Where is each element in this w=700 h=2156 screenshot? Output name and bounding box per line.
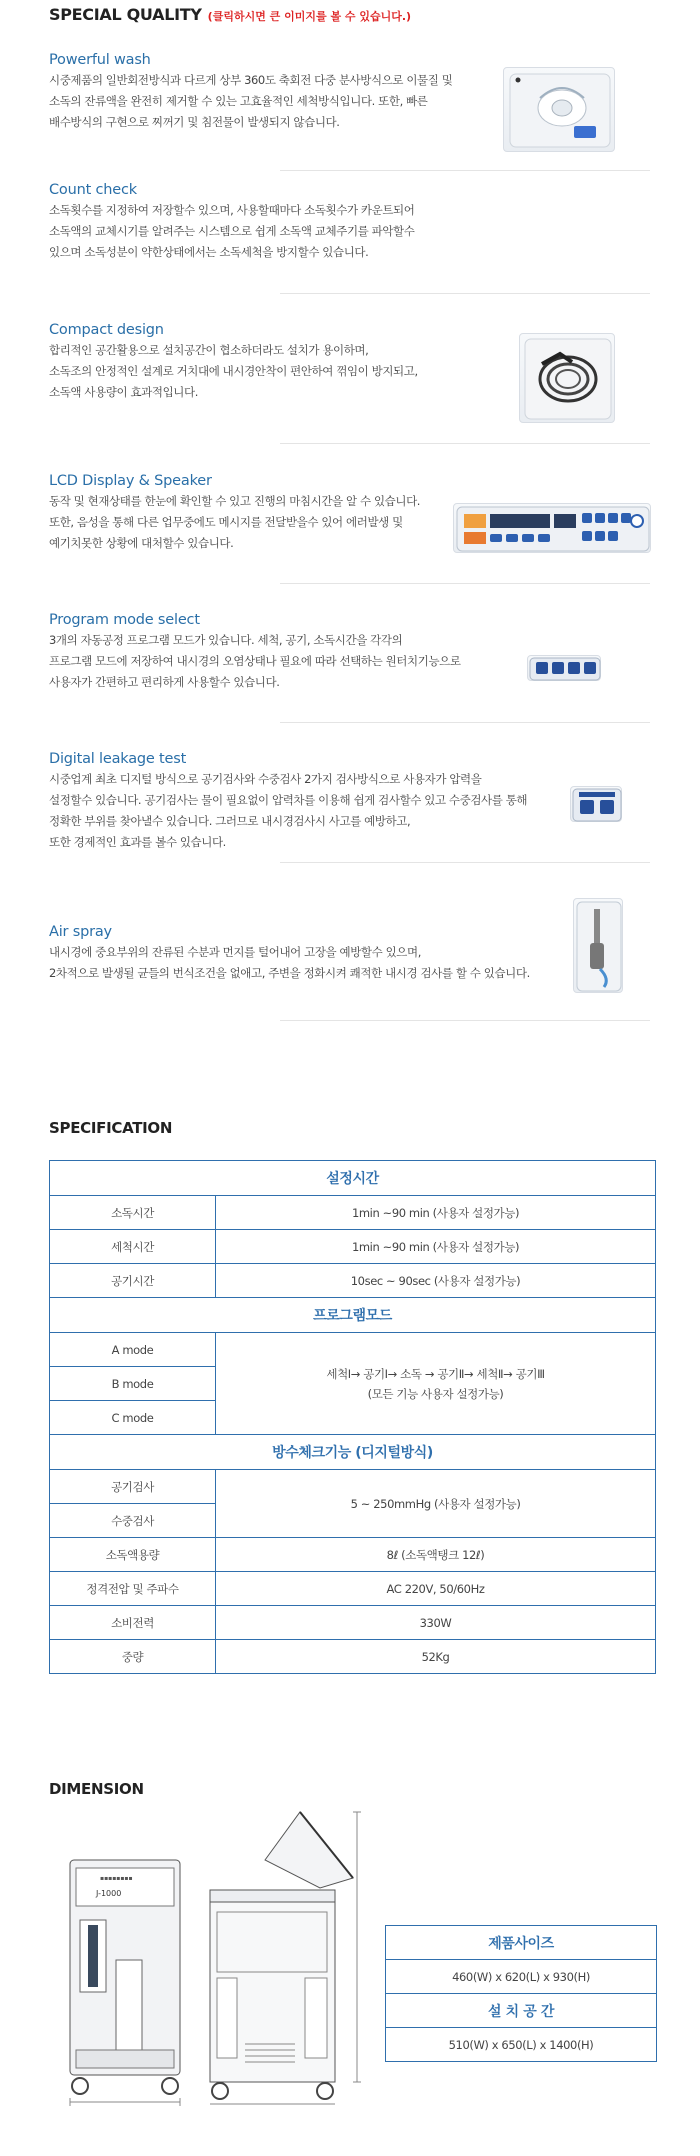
feature-line: 소독액 사용량이 효과적입니다. <box>49 385 198 399</box>
feature-leakage-test <box>49 751 527 853</box>
feature-line: 소독액의 교체시기를 알려주는 시스템으로 쉽게 소독액 교체주기를 파악할수 <box>49 224 415 238</box>
control-panel-icon <box>454 504 652 554</box>
feature-divider <box>280 443 650 444</box>
specification-title: SPECIFICATION <box>49 1119 173 1137</box>
spec-label: C mode <box>50 1401 216 1435</box>
feature-count-check <box>49 182 414 263</box>
feature-divider <box>280 862 650 863</box>
program-mode-thumbnail[interactable] <box>527 655 601 681</box>
feature-lcd-display <box>49 473 420 554</box>
table-row <box>50 1572 656 1606</box>
table-row <box>50 1298 656 1333</box>
dimension-table <box>385 1925 657 2062</box>
compact-design-thumbnail[interactable] <box>519 333 615 423</box>
feature-desc <box>49 70 452 133</box>
feature-line: 정확한 부위를 찾아낼수 있습니다. 그러므로 내시경검사시 사고를 예방하고, <box>49 814 411 828</box>
spec-label: 정격전압 및 주파수 <box>50 1572 216 1606</box>
table-row <box>50 1333 656 1367</box>
feature-line: 시중업계 최초 디지털 방식으로 공기검사와 수중검사 2가지 검사방식으로 사용자가 압력을 <box>49 772 482 786</box>
feature-line: 설정할수 있습니다. 공기검사는 물이 필요없이 압력차를 이용해 쉽게 검사할수 있고 수중검사를 통해 <box>49 793 528 807</box>
feature-desc <box>49 942 530 984</box>
table-row <box>50 1606 656 1640</box>
special-quality-title: SPECIAL QUALITY <box>49 5 202 24</box>
dimension-title: DIMENSION <box>49 1780 144 1798</box>
feature-title: Program mode select <box>49 612 200 628</box>
spec-label: 소독시간 <box>50 1196 216 1230</box>
feature-line: 프로그램 모드에 저장하여 내시경의 오염상태나 필요에 따라 선택하는 원터치기능으로 <box>49 654 461 668</box>
feature-program-mode <box>49 612 461 693</box>
feature-title: Digital leakage test <box>49 751 187 767</box>
model-label: J-1000 <box>96 1889 122 1898</box>
spec-value: 1min ~90 min (사용자 설정가능) <box>216 1230 656 1264</box>
feature-line: 3개의 자동공정 프로그램 모드가 있습니다. 세척, 공기, 소독시간을 각각의 <box>49 633 403 647</box>
feature-divider <box>280 583 650 584</box>
feature-line: 소독횟수를 지정하여 저장할수 있으며, 사용할때마다 소독횟수가 카운트되어 <box>49 203 415 217</box>
feature-compact-design <box>49 322 418 403</box>
special-quality-header <box>49 5 411 24</box>
table-row <box>50 1435 656 1470</box>
table-row <box>386 1926 657 1960</box>
spec-label: 공기검사 <box>50 1470 216 1504</box>
feature-line: 있으며 소독성분이 약한상태에서는 소독세척을 방지할수 있습니다. <box>49 245 369 259</box>
spec-value: AC 220V, 50/60Hz <box>216 1572 656 1606</box>
table-row <box>50 1640 656 1674</box>
feature-line: 예기치못한 상황에 대처할수 있습니다. <box>49 536 234 550</box>
mode-buttons-icon <box>528 656 602 682</box>
feature-desc <box>49 769 527 853</box>
svg-text:▪▪▪▪▪▪▪▪: ▪▪▪▪▪▪▪▪ <box>100 1875 133 1882</box>
spec-group-head: 프로그램모드 <box>50 1298 656 1333</box>
feature-line: 소독의 잔류액을 완전히 제거할 수 있는 고효율적인 세척방식입니다. 또한, 빠른 <box>49 94 428 108</box>
front-view-drawing <box>60 1850 200 2110</box>
feature-line: 배수방식의 구현으로 찌꺼기 및 침전물이 발생되지 않습니다. <box>49 115 340 129</box>
table-row <box>50 1161 656 1196</box>
mode-note: (모든 기능 사용자 설정가능) <box>367 1386 504 1401</box>
feature-line: 합리적인 공간활용으로 설치공간이 협소하더라도 설치가 용이하며, <box>49 343 369 357</box>
powerful-wash-thumbnail[interactable] <box>503 67 615 152</box>
spec-label: 중량 <box>50 1640 216 1674</box>
dim-head: 제품사이즈 <box>386 1926 657 1960</box>
spec-group-head: 설정시간 <box>50 1161 656 1196</box>
feature-divider <box>280 1020 650 1021</box>
table-row <box>386 1960 657 1994</box>
spec-label: 수중검사 <box>50 1504 216 1538</box>
feature-line: 동작 및 현재상태를 한눈에 확인할 수 있고 진행의 마침시간을 알 수 있습니다. <box>49 494 421 508</box>
endoscope-coil-icon <box>520 334 616 424</box>
table-row <box>50 1470 656 1504</box>
feature-powerful-wash <box>49 52 452 133</box>
specification-table <box>49 1160 656 1674</box>
feature-desc <box>49 491 420 554</box>
feature-line: 2차적으로 발생될 균들의 번식조건을 없애고, 주변을 정화시켜 쾌적한 내시경 검사를 할 수 있습니다. <box>49 966 530 980</box>
spec-group-head: 방수체크기능 (디지털방식) <box>50 1435 656 1470</box>
table-row <box>50 1196 656 1230</box>
table-row <box>50 1538 656 1572</box>
feature-desc <box>49 630 461 693</box>
spec-value: 8ℓ (소독액탱크 12ℓ) <box>216 1538 656 1572</box>
spec-value: 52Kg <box>216 1640 656 1674</box>
feature-title: Powerful wash <box>49 52 151 68</box>
wash-basin-icon <box>504 68 616 153</box>
click-notice[interactable]: (클릭하시면 큰 이미지를 볼 수 있습니다.) <box>207 10 412 23</box>
lcd-panel-thumbnail[interactable] <box>453 503 651 553</box>
leakage-test-thumbnail[interactable] <box>570 786 622 822</box>
table-row <box>386 2028 657 2062</box>
spec-label: A mode <box>50 1333 216 1367</box>
spec-label: B mode <box>50 1367 216 1401</box>
feature-line: 또한 경제적인 효과를 볼수 있습니다. <box>49 835 226 849</box>
spec-label: 소비전력 <box>50 1606 216 1640</box>
feature-divider <box>280 170 650 171</box>
side-view-drawing <box>205 1808 365 2110</box>
spec-value: 5 ~ 250mmHg (사용자 설정가능) <box>216 1470 656 1538</box>
feature-divider <box>280 293 650 294</box>
feature-air-spray <box>49 924 530 984</box>
feature-line: 소독조의 안정적인 설계로 거치대에 내시경안착이 편안하여 꺾임이 방지되고, <box>49 364 418 378</box>
feature-line: 또한, 음성을 통해 다른 업무중에도 메시지를 전달받을수 있어 에러발생 및 <box>49 515 403 529</box>
feature-line: 내시경에 중요부위의 잔류된 수분과 먼지를 털어내어 고장을 예방할수 있으며, <box>49 945 421 959</box>
air-spray-thumbnail[interactable] <box>573 898 623 993</box>
feature-desc <box>49 200 414 263</box>
feature-title: LCD Display & Speaker <box>49 473 212 489</box>
feature-desc <box>49 340 418 403</box>
spec-label: 세척시간 <box>50 1230 216 1264</box>
feature-line: 사용자가 간편하고 편리하게 사용할수 있습니다. <box>49 675 280 689</box>
table-row <box>386 1994 657 2028</box>
dim-head: 설 치 공 간 <box>386 1994 657 2028</box>
leak-test-buttons-icon <box>571 787 623 823</box>
dim-value: 460(W) x 620(L) x 930(H) <box>386 1960 657 1994</box>
spec-value: 1min ~90 min (사용자 설정가능) <box>216 1196 656 1230</box>
table-row <box>50 1264 656 1298</box>
air-spray-gun-icon <box>574 899 624 994</box>
mode-sequence: 세척Ⅰ→ 공기Ⅰ→ 소독 → 공기Ⅱ→ 세척Ⅱ→ 공기Ⅲ <box>326 1366 545 1381</box>
feature-line: 시중제품의 일반회전방식과 다르게 상부 360도 축회전 다중 분사방식으로 이물질 및 <box>49 73 453 87</box>
spec-value <box>216 1333 656 1435</box>
feature-title: Air spray <box>49 924 112 940</box>
spec-value: 330W <box>216 1606 656 1640</box>
feature-title: Count check <box>49 182 137 198</box>
feature-title: Compact design <box>49 322 164 338</box>
table-row <box>50 1230 656 1264</box>
feature-divider <box>280 722 650 723</box>
spec-value: 10sec ~ 90sec (사용자 설정가능) <box>216 1264 656 1298</box>
spec-label: 공기시간 <box>50 1264 216 1298</box>
spec-label: 소독액용량 <box>50 1538 216 1572</box>
dim-value: 510(W) x 650(L) x 1400(H) <box>386 2028 657 2062</box>
